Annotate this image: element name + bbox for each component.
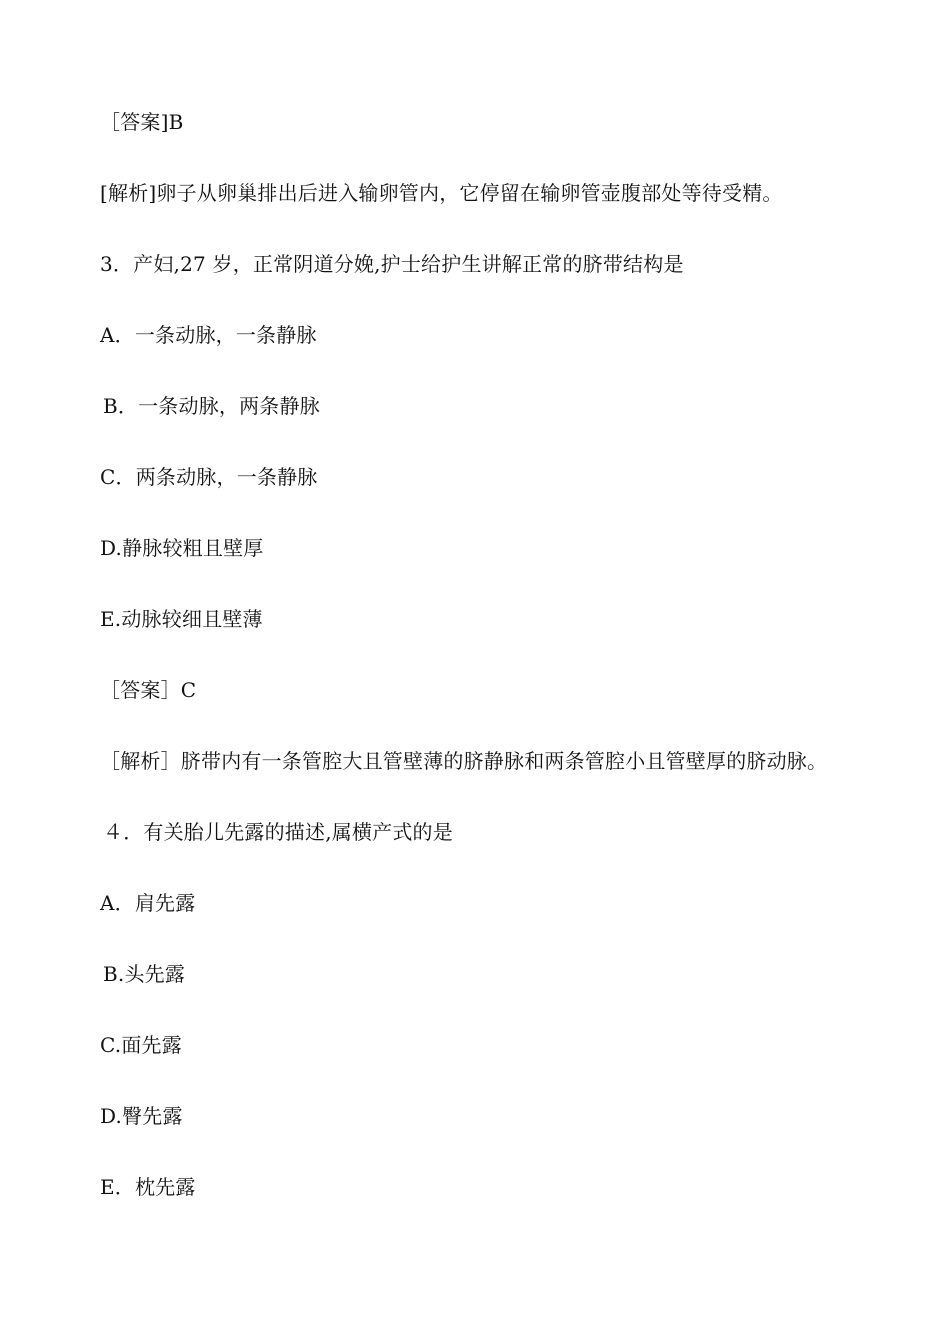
explanation-q3: ［解析］脐带内有一条管腔大且管壁薄的脐静脉和两条管腔小且管壁厚的脐动脉。 — [100, 749, 828, 773]
option-a-q3: A．一条动脉，一条静脉 — [100, 323, 317, 347]
explanation-q2: [解析]卵子从卵巢排出后进入输卵管内，它停留在输卵管壶腹部处等待受精。 — [100, 181, 783, 205]
option-a-q4: A．肩先露 — [100, 891, 196, 915]
answer-label-q2: ［答案]B — [100, 110, 184, 134]
option-d-q4: D.臀先露 — [100, 1104, 183, 1128]
option-e-q3: E.动脉较细且壁薄 — [100, 607, 263, 631]
option-d-q3: D.静脉较粗且壁厚 — [100, 536, 264, 560]
answer-label-q3: ［答案］C — [100, 678, 197, 702]
question-4: ４．有关胎儿先露的描述,属横产式的是 — [103, 820, 453, 844]
option-c-q4: C.面先露 — [100, 1033, 182, 1057]
question-3: 3．产妇,27 岁，正常阴道分娩,护士给护生讲解正常的脐带结构是 — [100, 252, 684, 276]
option-b-q4: Β.头先露 — [103, 962, 186, 986]
option-b-q3: Β．一条动脉，两条静脉 — [103, 394, 320, 418]
option-e-q4: E．枕先露 — [100, 1175, 196, 1199]
option-c-q3: C．两条动脉，一条静脉 — [100, 465, 318, 489]
